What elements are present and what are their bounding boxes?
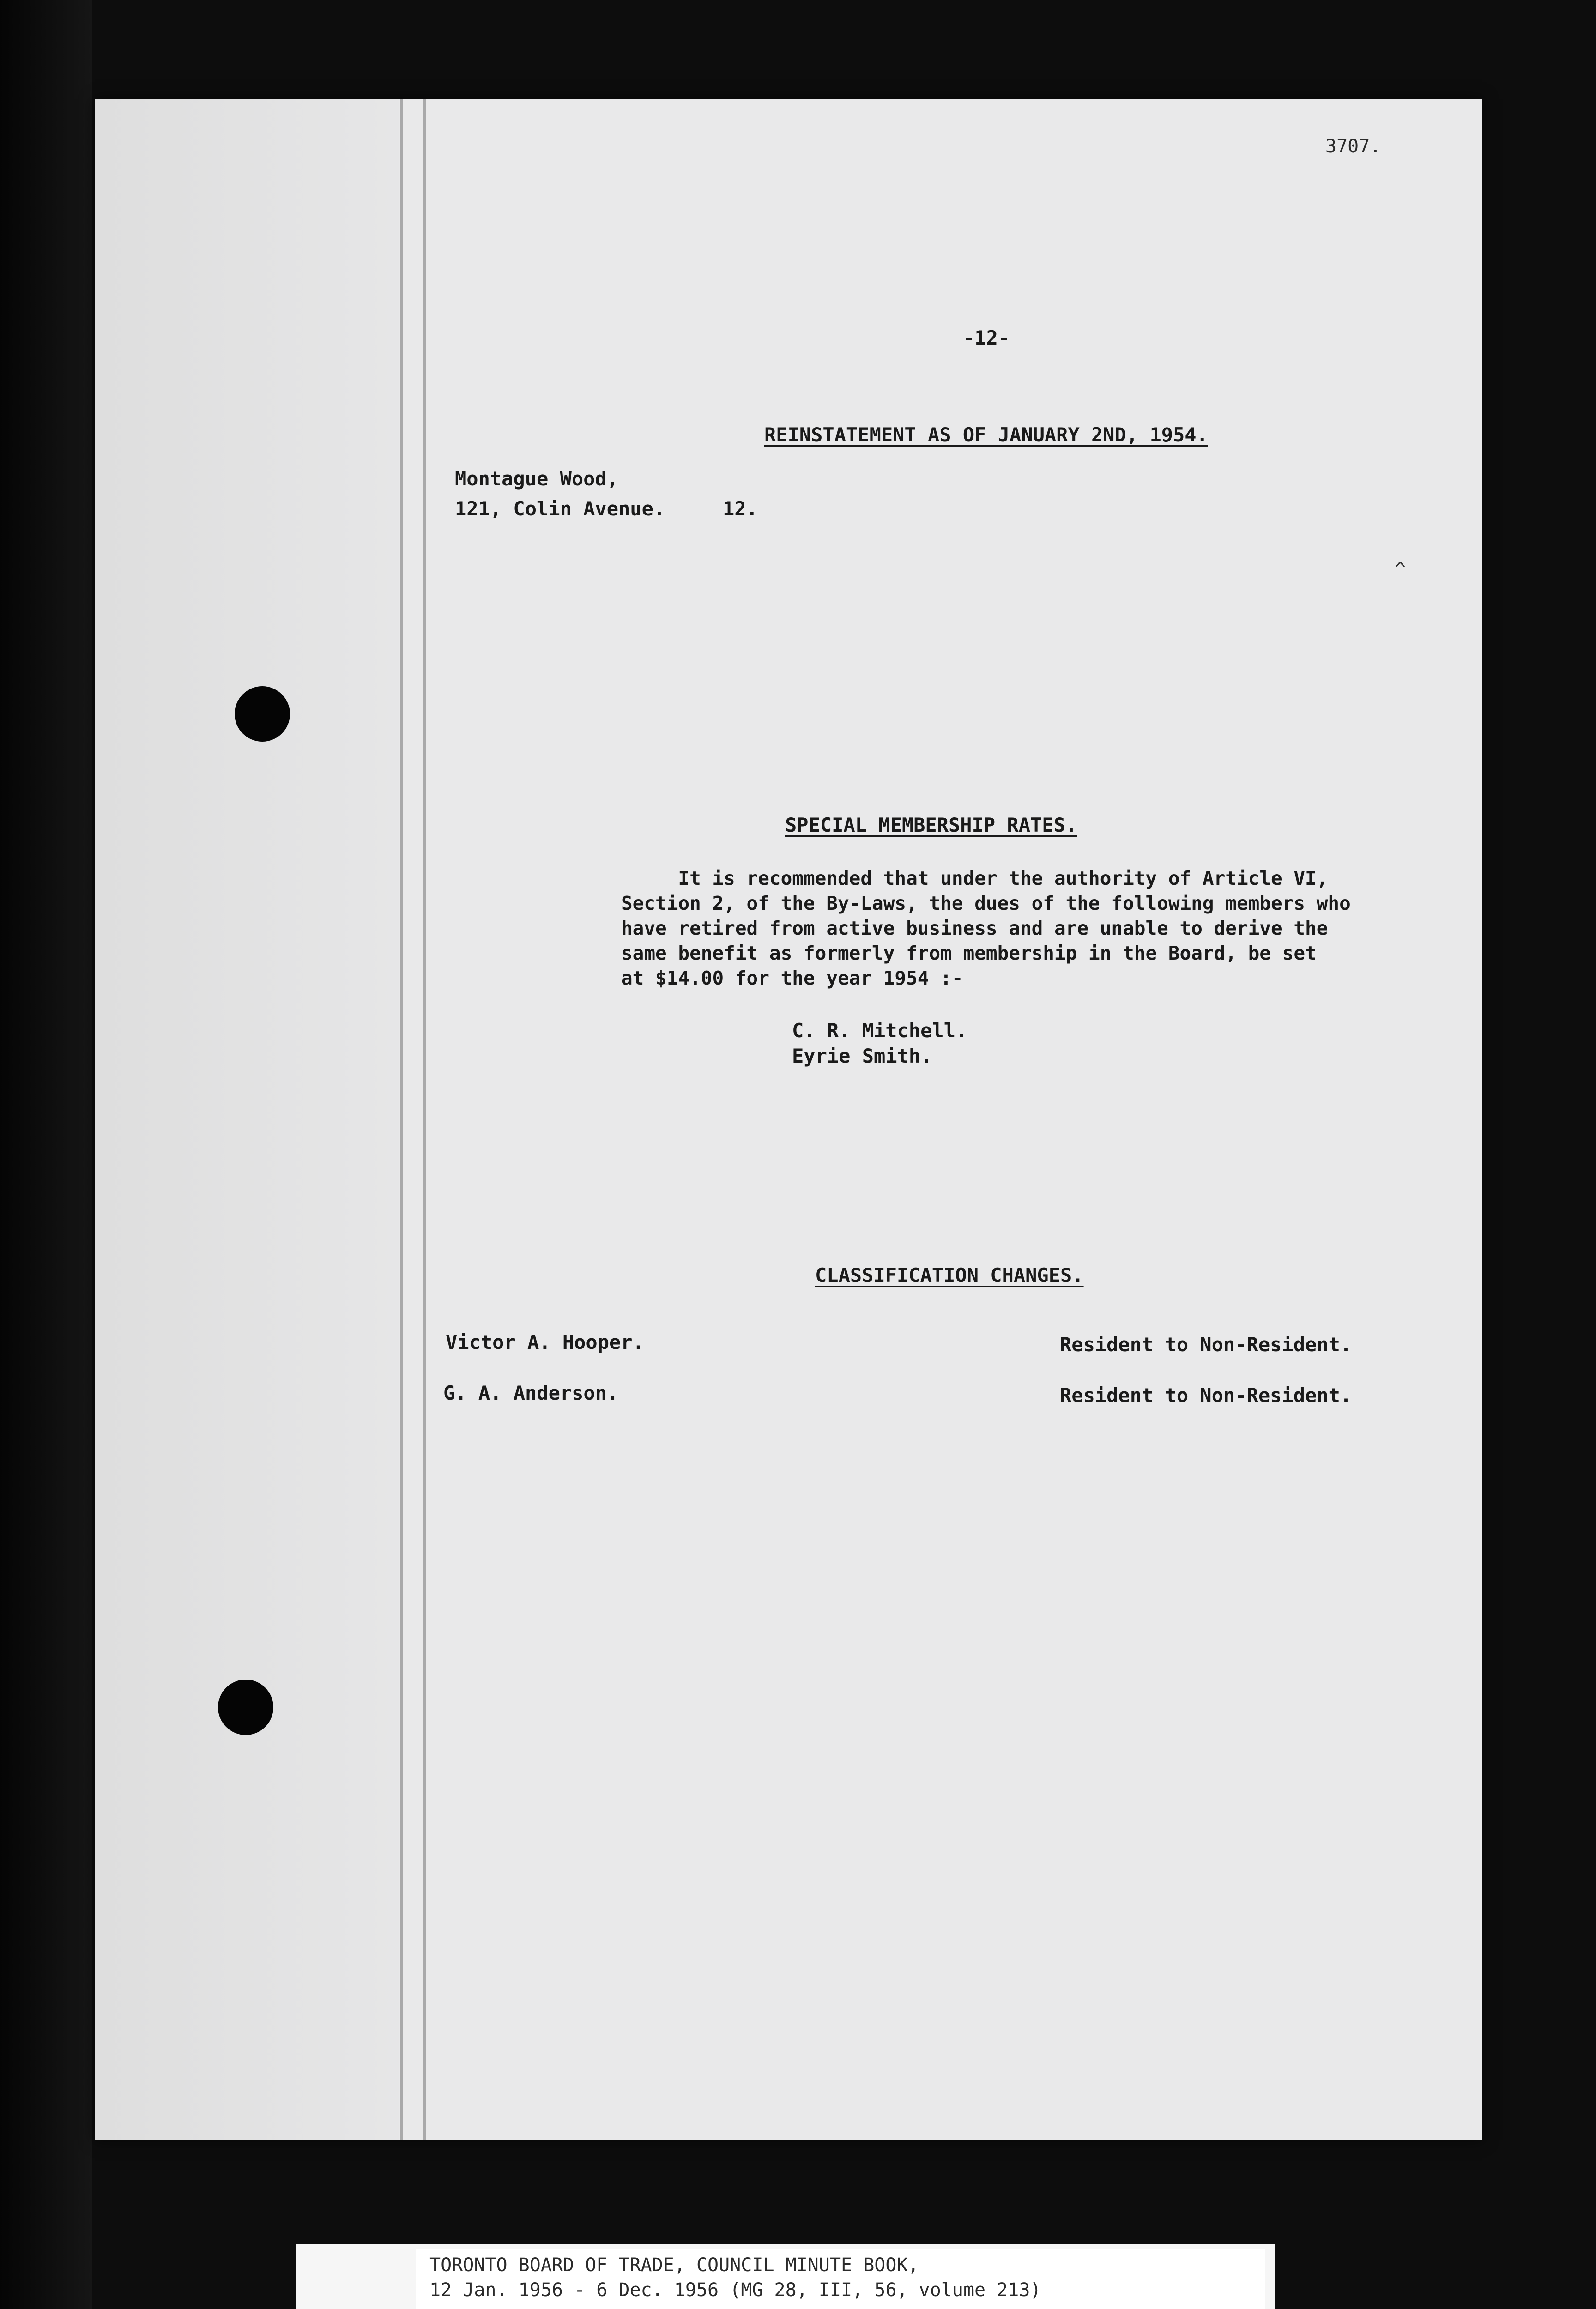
punch-hole xyxy=(218,1680,273,1735)
paragraph-line: have retired from active business and are unable to derive the xyxy=(621,917,1328,939)
paragraph-line: Section 2, of the By-Laws, the dues of the following members who xyxy=(621,892,1351,914)
page-marker: -12- xyxy=(963,326,1010,349)
reinstatement-heading: REINSTATEMENT AS OF JANUARY 2ND, 1954. xyxy=(764,423,1208,446)
reinstated-member-name: Montague Wood, xyxy=(455,467,619,490)
special-member: Eyrie Smith. xyxy=(792,1045,932,1067)
paragraph-line: same benefit as formerly from membership in the Board, be set xyxy=(621,942,1317,964)
classification-change: Resident to Non-Resident. xyxy=(1060,1384,1352,1407)
classification-change: Resident to Non-Resident. xyxy=(1060,1333,1352,1356)
binder-margin xyxy=(95,99,399,2140)
document-page xyxy=(95,99,1482,2140)
archive-label-line: 12 Jan. 1956 - 6 Dec. 1956 (MG 28, III, 56, volume 213) xyxy=(429,2279,1041,2301)
classification-heading: CLASSIFICATION CHANGES. xyxy=(815,1264,1084,1287)
archive-label-line: TORONTO BOARD OF TRADE, COUNCIL MINUTE BOOK, xyxy=(429,2255,919,2276)
reinstated-member-number: 12. xyxy=(723,497,758,520)
margin-rule xyxy=(400,99,403,2140)
page-number: 3707. xyxy=(1325,136,1381,157)
paragraph-line: It is recommended that under the authority of Article VI, xyxy=(621,867,1328,889)
punch-hole xyxy=(235,686,290,742)
caret-mark: ^ xyxy=(1395,559,1406,580)
special-membership-paragraph xyxy=(621,866,1406,991)
classification-name: G. A. Anderson. xyxy=(443,1382,619,1404)
classification-name: Victor A. Hooper. xyxy=(446,1331,644,1354)
margin-rule xyxy=(423,99,426,2140)
film-border xyxy=(0,0,92,2309)
special-member: C. R. Mitchell. xyxy=(792,1019,967,1042)
special-membership-heading: SPECIAL MEMBERSHIP RATES. xyxy=(785,814,1077,836)
reinstated-member-address: 121, Colin Avenue. xyxy=(455,497,665,520)
paragraph-line: at $14.00 for the year 1954 :- xyxy=(621,967,963,989)
